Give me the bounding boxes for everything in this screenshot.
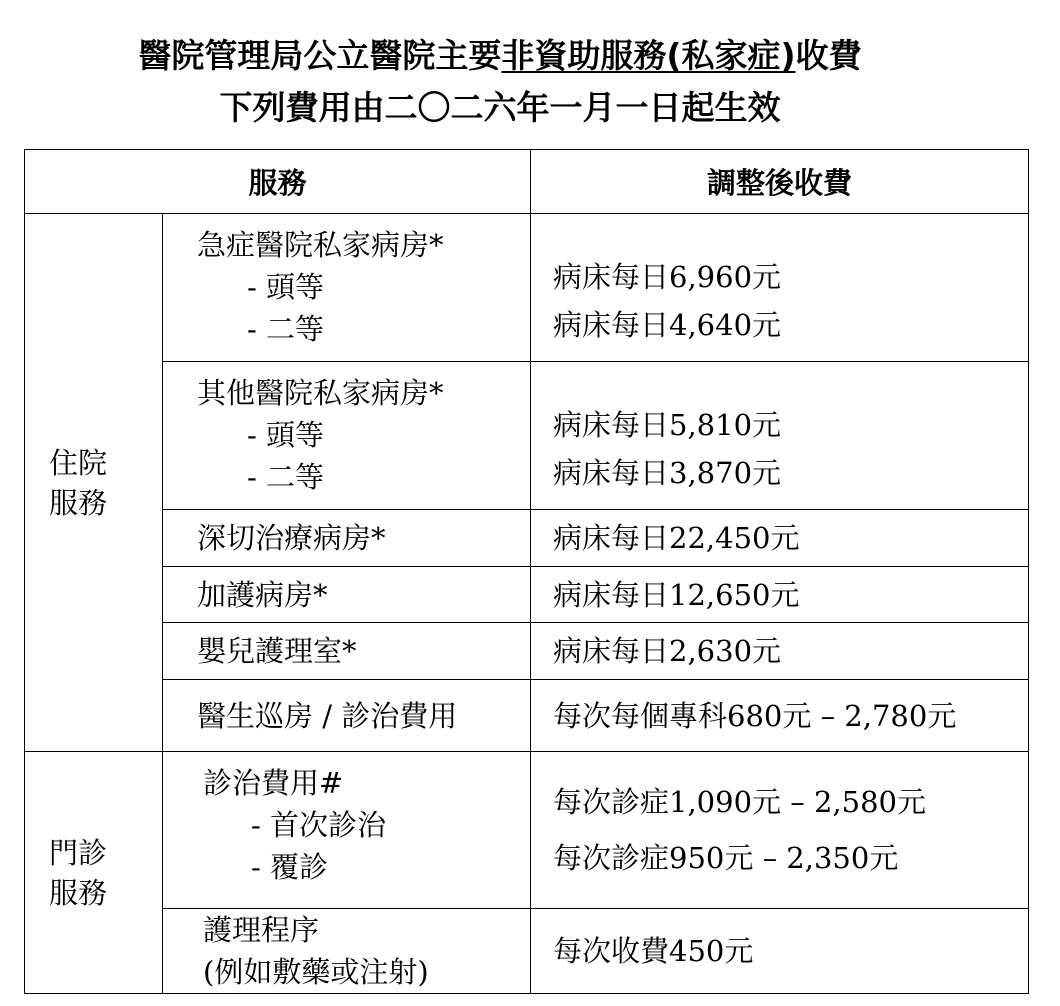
fee-nursery: 病床每日2,630元 xyxy=(531,623,1029,680)
document-title-line-2: 下列費用由二〇二六年一月一日起生效 xyxy=(219,88,781,127)
title-part-a: 醫院管理局公立醫院主要 xyxy=(138,36,502,75)
fee-doctor-rounds: 每次每個專科680元 – 2,780元 xyxy=(531,680,1029,752)
fee-nursing-procedure: 每次收費450元 xyxy=(531,909,1029,994)
table-row xyxy=(25,680,1029,752)
document-title-line-1 xyxy=(0,36,1000,76)
category-inpatient: 住院 服務 xyxy=(25,214,163,752)
table-row xyxy=(25,214,1029,362)
service-nursing-procedure: 護理程序 (例如敷藥或注射) xyxy=(163,909,531,994)
fee-high-dependency: 病床每日12,650元 xyxy=(531,567,1029,623)
fee-icu: 病床每日22,450元 xyxy=(531,510,1029,567)
header-service: 服務 xyxy=(25,150,531,214)
service-consultation: 診治費用# - 首次診治 - 覆診 xyxy=(163,752,531,909)
fee-other-private-ward: 病床每日5,810元 病床每日3,870元 xyxy=(531,362,1029,510)
service-acute-private-ward: 急症醫院私家病房* - 頭等 - 二等 xyxy=(163,214,531,362)
table-row xyxy=(25,752,1029,909)
table-row xyxy=(25,362,1029,510)
service-high-dependency: 加護病房* xyxy=(163,567,531,623)
service-other-private-ward: 其他醫院私家病房* - 頭等 - 二等 xyxy=(163,362,531,510)
service-doctor-rounds: 醫生巡房 / 診治費用 xyxy=(163,680,531,752)
table-row xyxy=(25,623,1029,680)
header-fee: 調整後收費 xyxy=(531,150,1029,214)
table-header-row xyxy=(25,150,1029,214)
table-row xyxy=(25,567,1029,623)
title-underlined-part: 非資助服務(私家症) xyxy=(501,36,796,75)
fee-consultation: 每次診症1,090元 – 2,580元 每次診症950元 – 2,350元 xyxy=(531,752,1029,909)
fee-table xyxy=(24,149,1029,994)
service-icu: 深切治療病房* xyxy=(163,510,531,567)
service-nursery: 嬰兒護理室* xyxy=(163,623,531,680)
fee-acute-private-ward: 病床每日6,960元 病床每日4,640元 xyxy=(531,214,1029,362)
table-row xyxy=(25,909,1029,994)
title-part-c: 收費 xyxy=(795,36,862,75)
category-outpatient: 門診 服務 xyxy=(25,752,163,994)
table-row xyxy=(25,510,1029,567)
